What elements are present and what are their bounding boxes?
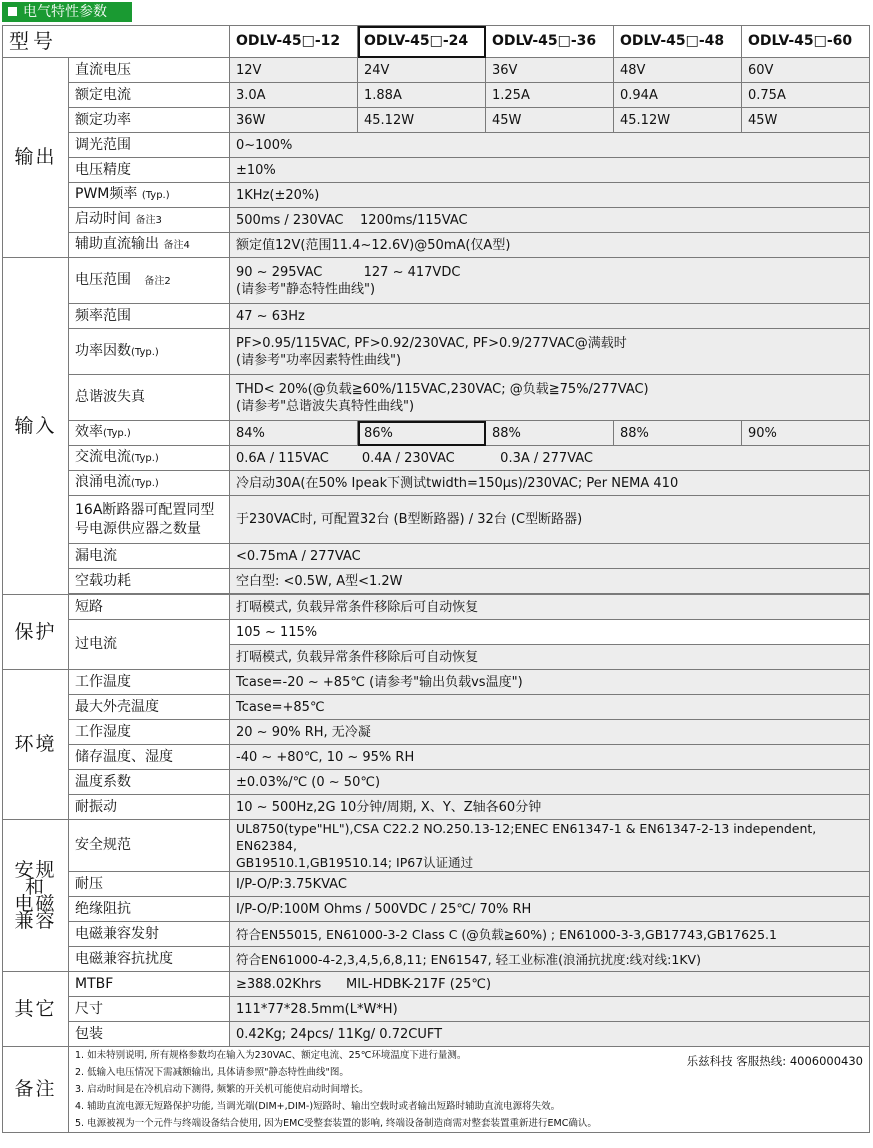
item-label: [69, 233, 230, 258]
item-note: (Typ.): [131, 453, 159, 464]
value-cell: 3.0A: [230, 83, 358, 108]
table-row: [3, 670, 870, 695]
item-label: 尺寸: [69, 997, 230, 1022]
item-label: 漏电流: [69, 544, 230, 569]
item-label-text: 浪涌电流: [75, 474, 131, 490]
item-label: 绝缘阻抗: [69, 897, 230, 922]
item-label: 包装: [69, 1022, 230, 1047]
table-row: [3, 569, 870, 594]
item-label: 安全规范: [69, 820, 230, 872]
value-cell: 0.94A: [614, 83, 742, 108]
item-label: [69, 183, 230, 208]
item-label: 总谐波失真: [69, 375, 230, 421]
notes-row: [3, 1047, 870, 1133]
item-label: 额定功率: [69, 108, 230, 133]
table-row: [3, 595, 870, 620]
table-row: [3, 544, 870, 569]
value-cell: 90%: [742, 421, 870, 446]
item-label: [69, 446, 230, 471]
section-header: [2, 2, 132, 22]
table-row: [3, 375, 870, 421]
value-cell: 60V: [742, 58, 870, 83]
item-label: MTBF: [69, 972, 230, 997]
value-cell: 打嗝模式, 负载异常条件移除后可自动恢复: [230, 645, 870, 670]
model-cell: ODLV-45□-12: [230, 26, 358, 58]
value-cell: [230, 375, 870, 421]
model-cell: ODLV-45□-36: [486, 26, 614, 58]
table-row: [3, 496, 870, 544]
note-line: 1. 如未特别说明, 所有规格参数均在输入为230VAC、额定电流、25℃环境温度下进行量测。: [75, 1050, 467, 1061]
note-line: 4. 辅助直流电源无短路保护功能, 当调光端(DIM+,DIM-)短路时、输出空载时或者输出短路时辅助直流电源将失效。: [75, 1101, 561, 1112]
item-label-text: PWM频率: [75, 186, 138, 202]
table-row: [3, 471, 870, 496]
value-cell: 105 ~ 115%: [230, 620, 870, 645]
value-cell: 36W: [230, 108, 358, 133]
table-row: [3, 872, 870, 897]
value-line: THD< 20%(@负载≧60%/115VAC,230VAC; @负载≧75%/277VAC): [236, 381, 649, 397]
value-cell: Tcase=+85℃: [230, 695, 870, 720]
item-label: 储存温度、湿度: [69, 745, 230, 770]
item-label-text: 功率因数: [75, 342, 131, 359]
table-row: [3, 208, 870, 233]
table-row: [3, 820, 870, 872]
value-cell: 0~100%: [230, 133, 870, 158]
value-cell: I/P-O/P:100M Ohms / 500VDC / 25℃/ 70% RH: [230, 897, 870, 922]
item-label: 温度系数: [69, 770, 230, 795]
item-label: 直流电压: [69, 58, 230, 83]
value-cell: 0.6A / 115VAC 0.4A / 230VAC 0.3A / 277VAC: [230, 446, 870, 471]
table-row: [3, 745, 870, 770]
item-label: 电压精度: [69, 158, 230, 183]
value-cell: 额定值12V(范围11.4~12.6V)@50mA(仅A型): [230, 233, 870, 258]
item-label: [69, 496, 230, 544]
value-cell: 500ms / 230VAC 1200ms/115VAC: [230, 208, 870, 233]
table-row: [3, 133, 870, 158]
value-line: PF>0.95/115VAC, PF>0.92/230VAC, PF>0.9/277VAC@满载时: [236, 335, 627, 351]
item-label: [69, 208, 230, 233]
item-label-text: 辅助直流输出: [75, 236, 159, 252]
table-row: [3, 233, 870, 258]
table-row: [3, 620, 870, 645]
item-label: 短路: [69, 595, 230, 620]
header-title: 电气特性参数: [23, 4, 107, 20]
square-icon: [8, 7, 17, 16]
table-row: [3, 770, 870, 795]
item-label: [69, 329, 230, 375]
value-cell: 45W: [486, 108, 614, 133]
value-cell: 88%: [614, 421, 742, 446]
model-cell: ODLV-45□-60: [742, 26, 870, 58]
table-row: [3, 58, 870, 83]
section-label-line: 兼容: [14, 909, 57, 932]
section-label-line: 电磁: [14, 892, 57, 915]
note-line: 2. 低输入电压情况下需减额输出, 具体请参照"静态特性曲线"图。: [75, 1067, 349, 1078]
value-cell: 冷启动30A(在50% Ipeak下测试twidth=150μs)/230VAC; Per NEMA 410: [230, 471, 870, 496]
model-row: [3, 26, 870, 58]
value-cell: 于230VAC时, 可配置32台 (B型断路器) / 32台 (C型断路器): [230, 496, 870, 544]
value-cell: 48V: [614, 58, 742, 83]
value-cell: -40 ~ +80℃, 10 ~ 95% RH: [230, 745, 870, 770]
item-label: 耐振动: [69, 795, 230, 820]
table-row: [3, 446, 870, 471]
item-label: 耐压: [69, 872, 230, 897]
table-row: [3, 947, 870, 972]
item-label: [69, 471, 230, 496]
section-label-line: 安规: [14, 858, 57, 881]
value-cell: 47 ~ 63Hz: [230, 304, 870, 329]
value-cell: 12V: [230, 58, 358, 83]
item-label-text: 交流电流: [75, 449, 131, 465]
value-line: GB19510.1,GB19510.14; IP67认证通过: [236, 855, 474, 870]
value-cell: 0.42Kg; 24pcs/ 11Kg/ 0.72CUFT: [230, 1022, 870, 1047]
value-cell: 45.12W: [614, 108, 742, 133]
item-note: (Typ.): [131, 478, 159, 489]
item-label: 工作温度: [69, 670, 230, 695]
section-label: 其它: [3, 972, 69, 1047]
item-label: 调光范围: [69, 133, 230, 158]
note-line: 5. 电源被视为一个元件与终端设备结合使用, 因为EMC受整套装置的影响, 终端设备制造商需对整套装置重新进行EMC确认。: [75, 1118, 597, 1129]
item-label-line: 16A断路器可配置同型: [75, 501, 215, 518]
value-cell: 111*77*28.5mm(L*W*H): [230, 997, 870, 1022]
value-cell: [230, 258, 870, 304]
section-label-line: 和: [24, 875, 46, 898]
table-row: [3, 922, 870, 947]
value-line: (请参考"总谐波失真特性曲线"): [236, 398, 415, 414]
table-row: [3, 183, 870, 208]
value-cell: 符合EN61000-4-2,3,4,5,6,8,11; EN61547, 轻工业标准(浪涌抗扰度:线对线:1KV): [230, 947, 870, 972]
item-label-line: 号电源供应器之数量: [75, 520, 201, 537]
table-row: [3, 158, 870, 183]
item-label: [69, 421, 230, 446]
value-cell: [230, 820, 870, 872]
table-row: [3, 1022, 870, 1047]
table-row: [3, 972, 870, 997]
value-cell: 空白型: <0.5W, A型<1.2W: [230, 569, 870, 594]
value-cell: 0.75A: [742, 83, 870, 108]
item-label: [69, 258, 230, 304]
section-label: 备注: [3, 1047, 69, 1133]
item-note: (Typ.): [103, 428, 131, 439]
section-label: 输出: [3, 58, 69, 258]
item-note: 备注4: [163, 240, 190, 251]
item-note: 备注2: [144, 275, 171, 287]
note-line: 3. 启动时间是在冷机启动下测得, 频繁的开关机可能使启动时间增长。: [75, 1084, 369, 1095]
item-label-text: 启动时间: [75, 211, 131, 227]
model-cell: ODLV-45□-24: [358, 26, 486, 58]
value-cell: ±0.03%/℃ (0 ~ 50℃): [230, 770, 870, 795]
item-label: 额定电流: [69, 83, 230, 108]
table-row: [3, 897, 870, 922]
value-cell: <0.75mA / 277VAC: [230, 544, 870, 569]
value-cell: 1KHz(±20%): [230, 183, 870, 208]
item-label-text: 效率: [75, 424, 103, 440]
item-label-text: 电压范围: [75, 271, 131, 288]
table-row: [3, 258, 870, 304]
value-cell: ±10%: [230, 158, 870, 183]
hotline-text: 乐兹科技 客服热线: 4006000430: [686, 1054, 863, 1068]
value-cell: [230, 329, 870, 375]
item-note: (Typ.): [141, 190, 170, 201]
item-label: 工作湿度: [69, 720, 230, 745]
table-row: [3, 795, 870, 820]
value-cell: 45W: [742, 108, 870, 133]
value-line: UL8750(type"HL"),CSA C22.2 NO.250.13-12;ENEC EN61347-1 & EN61347-2-13 independent, EN62384,: [236, 821, 817, 853]
table-row: [3, 997, 870, 1022]
table-row: [3, 421, 870, 446]
value-cell: 84%: [230, 421, 358, 446]
item-label: 过电流: [69, 620, 230, 670]
table-row: [3, 329, 870, 375]
value-cell: Tcase=-20 ~ +85℃ (请参考"输出负载vs温度"): [230, 670, 870, 695]
section-label: 输入: [3, 258, 69, 595]
item-label: 电磁兼容发射: [69, 922, 230, 947]
value-cell: 20 ~ 90% RH, 无冷凝: [230, 720, 870, 745]
value-cell: 88%: [486, 421, 614, 446]
value-line: 90 ~ 295VAC 127 ~ 417VDC: [236, 264, 461, 280]
model-cell: ODLV-45□-48: [614, 26, 742, 58]
notes-cell: [69, 1047, 870, 1133]
item-label: 最大外壳温度: [69, 695, 230, 720]
value-cell: ≥388.02Khrs MIL-HDBK-217F (25℃): [230, 972, 870, 997]
item-label: 电磁兼容抗扰度: [69, 947, 230, 972]
value-cell: 10 ~ 500Hz,2G 10分钟/周期, X、Y、Z轴各60分钟: [230, 795, 870, 820]
table-row: [3, 108, 870, 133]
value-cell: 24V: [358, 58, 486, 83]
item-label: 频率范围: [69, 304, 230, 329]
table-row: [3, 695, 870, 720]
value-cell: 36V: [486, 58, 614, 83]
value-cell: 45.12W: [358, 108, 486, 133]
section-label: 环境: [3, 670, 69, 820]
value-line: (请参考"功率因素特性曲线"): [236, 352, 402, 368]
section-label: [3, 820, 69, 972]
value-cell: 打嗝模式, 负载异常条件移除后可自动恢复: [230, 595, 870, 620]
item-note: 备注3: [135, 215, 162, 226]
item-label: 空载功耗: [69, 569, 230, 594]
table-row: [3, 720, 870, 745]
value-cell: 1.88A: [358, 83, 486, 108]
value-cell: I/P-O/P:3.75KVAC: [230, 872, 870, 897]
table-row: [3, 83, 870, 108]
value-cell: 符合EN55015, EN61000-3-2 Class C (@负载≧60%) ; EN61000-3-3,GB17743,GB17625.1: [230, 922, 870, 947]
value-cell: 86%: [358, 421, 486, 446]
item-note: (Typ.): [131, 346, 159, 358]
model-label: 型号: [3, 26, 230, 58]
spec-table: [2, 25, 870, 1133]
table-row: [3, 304, 870, 329]
value-cell: 1.25A: [486, 83, 614, 108]
value-line: (请参考"静态特性曲线"): [236, 281, 376, 297]
section-label: 保护: [3, 595, 69, 670]
